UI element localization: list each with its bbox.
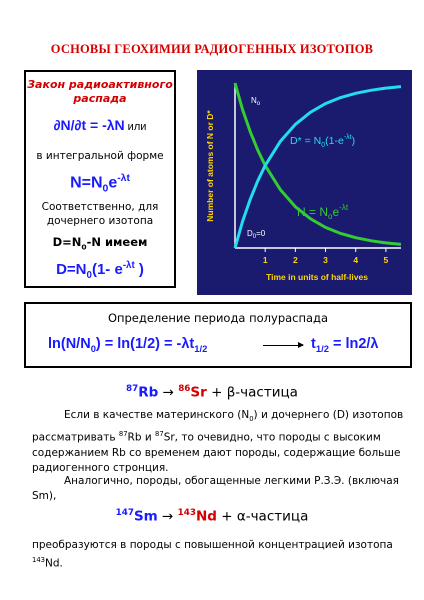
hl-r-t: t [311,336,316,352]
int-eq-exp: -λt [117,173,130,184]
p1-sup1: 87 [118,430,128,439]
paragraph-ree: Аналогично, породы, обогащенные легкими Р.З.Э. (включая Sm), [32,475,399,502]
x-tick-label-4: 4 [353,255,359,265]
decay-chart-svg [197,70,412,295]
nd-element: Nd [195,508,217,525]
sm-tail: + α-частица [216,508,309,525]
page-title: ОСНОВЫ ГЕОХИМИИ РАДИОГЕННЫХ ИЗОТОПОВ [50,42,374,56]
integral-form-label: в интегральной форме [36,150,164,162]
sr-element: Sr [190,384,207,401]
final-eq-sub: 0 [86,270,92,281]
p3-sup: 143 [32,556,46,564]
sm-element: Sm [133,508,158,525]
final-eq-end: ) [134,261,144,278]
hl-f-mid: ) = ln(1/2) = -λt [95,336,195,352]
rb-arrow: → [158,384,179,401]
int-eq-e: e [108,174,118,192]
x-tick-label-5: 5 [383,255,389,265]
daughter-eq-tail: -N имеем [86,235,148,249]
final-eq-base: D=N [56,261,87,278]
p1-sup2: 87 [155,430,164,439]
corresp-line1: Соответственно, для [41,201,159,213]
n-exp: -λt [339,203,349,212]
final-eq-exp: -λt [122,260,135,271]
final-eq-mid: (1- e [91,261,123,278]
decay-law-box [24,70,176,288]
hl-r-tail: = ln2/λ [328,336,379,352]
hl-f-ln: ln(N/N [48,336,91,352]
rb-element: Rb [138,384,159,401]
sr-mass: 86 [178,384,191,394]
half-life-box [24,302,412,368]
hl-f-sub0: 0 [90,342,96,354]
half-life-formula-right [311,336,379,354]
d0-sub: 0 [252,234,257,240]
n0-label: N [251,96,257,105]
paragraph-rb-sr [32,408,404,476]
y-axis-label: Number of atoms of N or D* [205,110,215,222]
nd-mass: 143 [177,508,196,518]
right-arrow-icon [263,345,303,346]
daughter-eq-base: D=N [52,235,82,249]
diff-eq-tail: или [124,121,147,133]
d0-value: =0 [256,229,266,238]
differential-equation [26,117,174,133]
final-equation [26,260,174,281]
p1-t2: ) и дочернего (D) изотопов рассматривать [32,409,404,444]
int-eq-sub: 0 [102,183,109,195]
integral-equation [26,173,174,195]
d0-label: D [247,229,253,238]
rb-tail: + β-частица [206,384,298,401]
sm-mass: 147 [115,508,134,518]
hl-r-sub: 1/2 [315,342,329,354]
n0-sub: o [256,101,261,107]
dstar-sub: 0 [321,142,326,149]
dstar-exp: -λt [343,134,352,141]
x-tick-label-2: 2 [292,255,298,265]
dstar-end: ) [351,135,356,147]
sm-arrow: → [157,508,178,525]
n-mid: e [332,205,340,219]
daughter-eq-sub: 0 [81,242,87,252]
law-title-line2: распада [73,92,127,105]
dstar-mid: (1-e [325,135,344,147]
rb-mass: 87 [126,384,139,394]
n-label: N = N [297,205,329,219]
diff-eq-text: ∂N/∂t = -λN [53,117,125,133]
sm-nd-reaction [0,508,424,525]
p3-text: преобразуются в породы с повышенной концентрацией изотопа [32,539,393,551]
x-tick-label-1: 1 [262,255,268,265]
x-axis-label: Time in units of half-lives [266,272,368,282]
p1-t4: Sr, то очевидно, что породы с высоким содержанием Rb со временем дают породы, содержащие больше радиогенного стронция. [32,431,401,474]
corresp-line2: дочернего изотопа [46,215,154,227]
half-life-title: Определение периода полураспада [107,311,329,325]
x-tick-label-3: 3 [323,255,328,265]
decay-chart [197,70,412,295]
dstar-label: D* = N [290,135,322,147]
hl-f-sub-half: 1/2 [194,342,208,354]
p1-t1: Если в качестве материнского (N [64,409,250,421]
paragraph-nd [32,538,404,572]
n-sub: o [328,212,333,221]
chart-background [197,70,412,295]
law-title [26,78,174,106]
daughter-equation [26,235,174,251]
p1-t3: Rb и [127,431,156,444]
rb-sr-reaction [0,384,424,401]
p1-s1: 0 [249,415,254,424]
half-life-formula-left [48,336,207,354]
p3-element: Nd. [45,557,63,570]
correspondingly-text [26,200,174,228]
int-eq-base: N=N [70,174,103,192]
law-title-line1: Закон радиоактивного [27,78,173,91]
